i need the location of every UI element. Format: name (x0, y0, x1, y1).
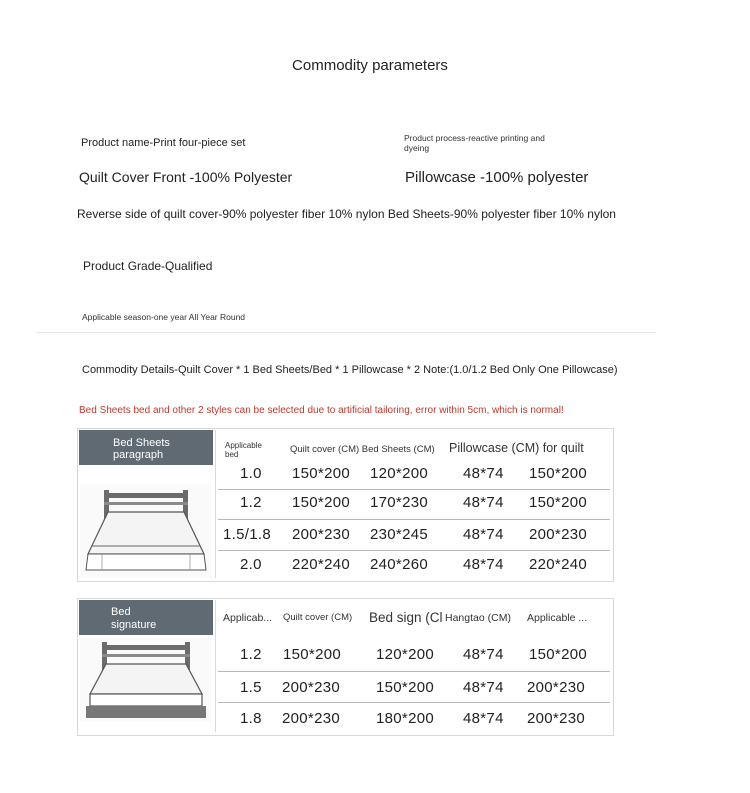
cell-pillowcase: 48*74 (463, 494, 504, 511)
cell-bed-sheets: 230*245 (370, 526, 428, 543)
product-grade: Product Grade-Qualified (83, 259, 213, 273)
col-pillowcase-quilt: Pillowcase (CM) for quilt (449, 441, 584, 455)
cell-quilt-cover: 200*230 (282, 679, 340, 696)
cell-bed-sign: 150*200 (376, 679, 434, 696)
cell-quilt-cover: 220*240 (292, 556, 350, 573)
row-separator (218, 671, 610, 672)
cell-bed-sign: 120*200 (376, 646, 434, 663)
col-hangtao: Hangtao (CM) (445, 612, 511, 624)
pillowcase-material: Pillowcase -100% polyester (405, 169, 589, 186)
column-divider (215, 600, 216, 732)
cell-quilt-cover: 150*200 (283, 646, 341, 663)
cell-pillowcase: 48*74 (463, 526, 504, 543)
cell-hangtao: 48*74 (463, 710, 504, 727)
cell-quilt-cover: 200*230 (292, 526, 350, 543)
bed-signature-header-line2: signature (111, 619, 157, 631)
cell-hangtao: 48*74 (463, 646, 504, 663)
row-separator (218, 702, 610, 703)
row-separator (218, 519, 610, 520)
cell-quilt-cover: 150*200 (292, 465, 350, 482)
cell-bed-size: 2.0 (240, 556, 262, 573)
row-separator (218, 489, 610, 490)
bed-signature-header-line1: Bed (111, 606, 131, 618)
row-separator (218, 550, 610, 551)
bed-sheets-header-line2: paragraph (113, 449, 164, 461)
cell-applicable: 200*230 (527, 710, 585, 727)
col-applicable-bed-line1: Applicable (225, 441, 262, 450)
cell-quilt: 220*240 (529, 556, 587, 573)
col-applicable: Applicab... (223, 612, 273, 624)
applicable-season: Applicable season-one year All Year Round (82, 312, 246, 322)
cell-bed-sheets: 240*260 (370, 556, 428, 573)
col-applicable-bed (225, 441, 262, 459)
cell-applicable: 150*200 (529, 646, 587, 663)
cell-quilt-cover: 150*200 (292, 494, 350, 511)
col-quilt-cover: Quilt cover (CM) (283, 612, 353, 623)
cell-quilt: 150*200 (529, 465, 587, 482)
cell-bed-size: 1.0 (240, 465, 262, 482)
product-name: Product name-Print four-piece set (81, 137, 246, 149)
bed-sheets-header-line1: Bed Sheets (113, 437, 170, 449)
cell-bed-size: 1.2 (240, 646, 262, 663)
cell-pillowcase: 48*74 (463, 465, 504, 482)
col-applicable-2: Applicable ... (527, 612, 588, 624)
col-bed-sign: Bed sign (Cl (369, 610, 443, 625)
cell-bed-size: 1.5/1.8 (223, 526, 271, 543)
product-process (404, 133, 545, 153)
cell-applicable: 200*230 (527, 679, 585, 696)
column-divider (215, 430, 216, 578)
cell-bed-sheets: 120*200 (370, 465, 428, 482)
cell-bed-sheets: 170*230 (370, 494, 428, 511)
cell-bed-sign: 180*200 (376, 710, 434, 727)
cell-bed-size: 1.5 (240, 679, 262, 696)
product-process-line2: dyeing (404, 143, 430, 153)
cell-bed-size: 1.8 (240, 710, 262, 727)
tailoring-note: Bed Sheets bed and other 2 styles can be selected due to artificial tailoring, error within 5cm, which is normal! (79, 405, 564, 416)
product-process-line1: Product process-reactive printing and (404, 133, 545, 143)
bed-sheets-header (79, 430, 213, 465)
cell-quilt: 200*230 (529, 526, 587, 543)
cell-quilt-cover: 200*230 (282, 710, 340, 727)
col-applicable-bed-line2: bed (225, 450, 239, 459)
col-quilt-sheets: Quilt cover (CM) Bed Sheets (CM) (290, 444, 435, 455)
bed-signature-header (79, 600, 213, 635)
cell-quilt: 150*200 (529, 494, 587, 511)
bed-signature-illustration-icon (80, 638, 212, 722)
page-title: Commodity parameters (292, 57, 448, 74)
divider (36, 332, 656, 333)
commodity-details: Commodity Details-Quilt Cover * 1 Bed Sheets/Bed * 1 Pillowcase * 2 Note:(1.0/1.2 Bed Only One Pillowcase) (82, 364, 618, 376)
quilt-cover-front: Quilt Cover Front -100% Polyester (79, 169, 293, 185)
cell-pillowcase: 48*74 (463, 556, 504, 573)
cell-bed-size: 1.2 (240, 494, 262, 511)
cell-hangtao: 48*74 (463, 679, 504, 696)
reverse-and-sheets-material: Reverse side of quilt cover-90% polyester fiber 10% nylon Bed Sheets-90% polyester fiber 10% nylon (77, 207, 616, 221)
bed-sheets-illustration-icon (80, 484, 212, 578)
